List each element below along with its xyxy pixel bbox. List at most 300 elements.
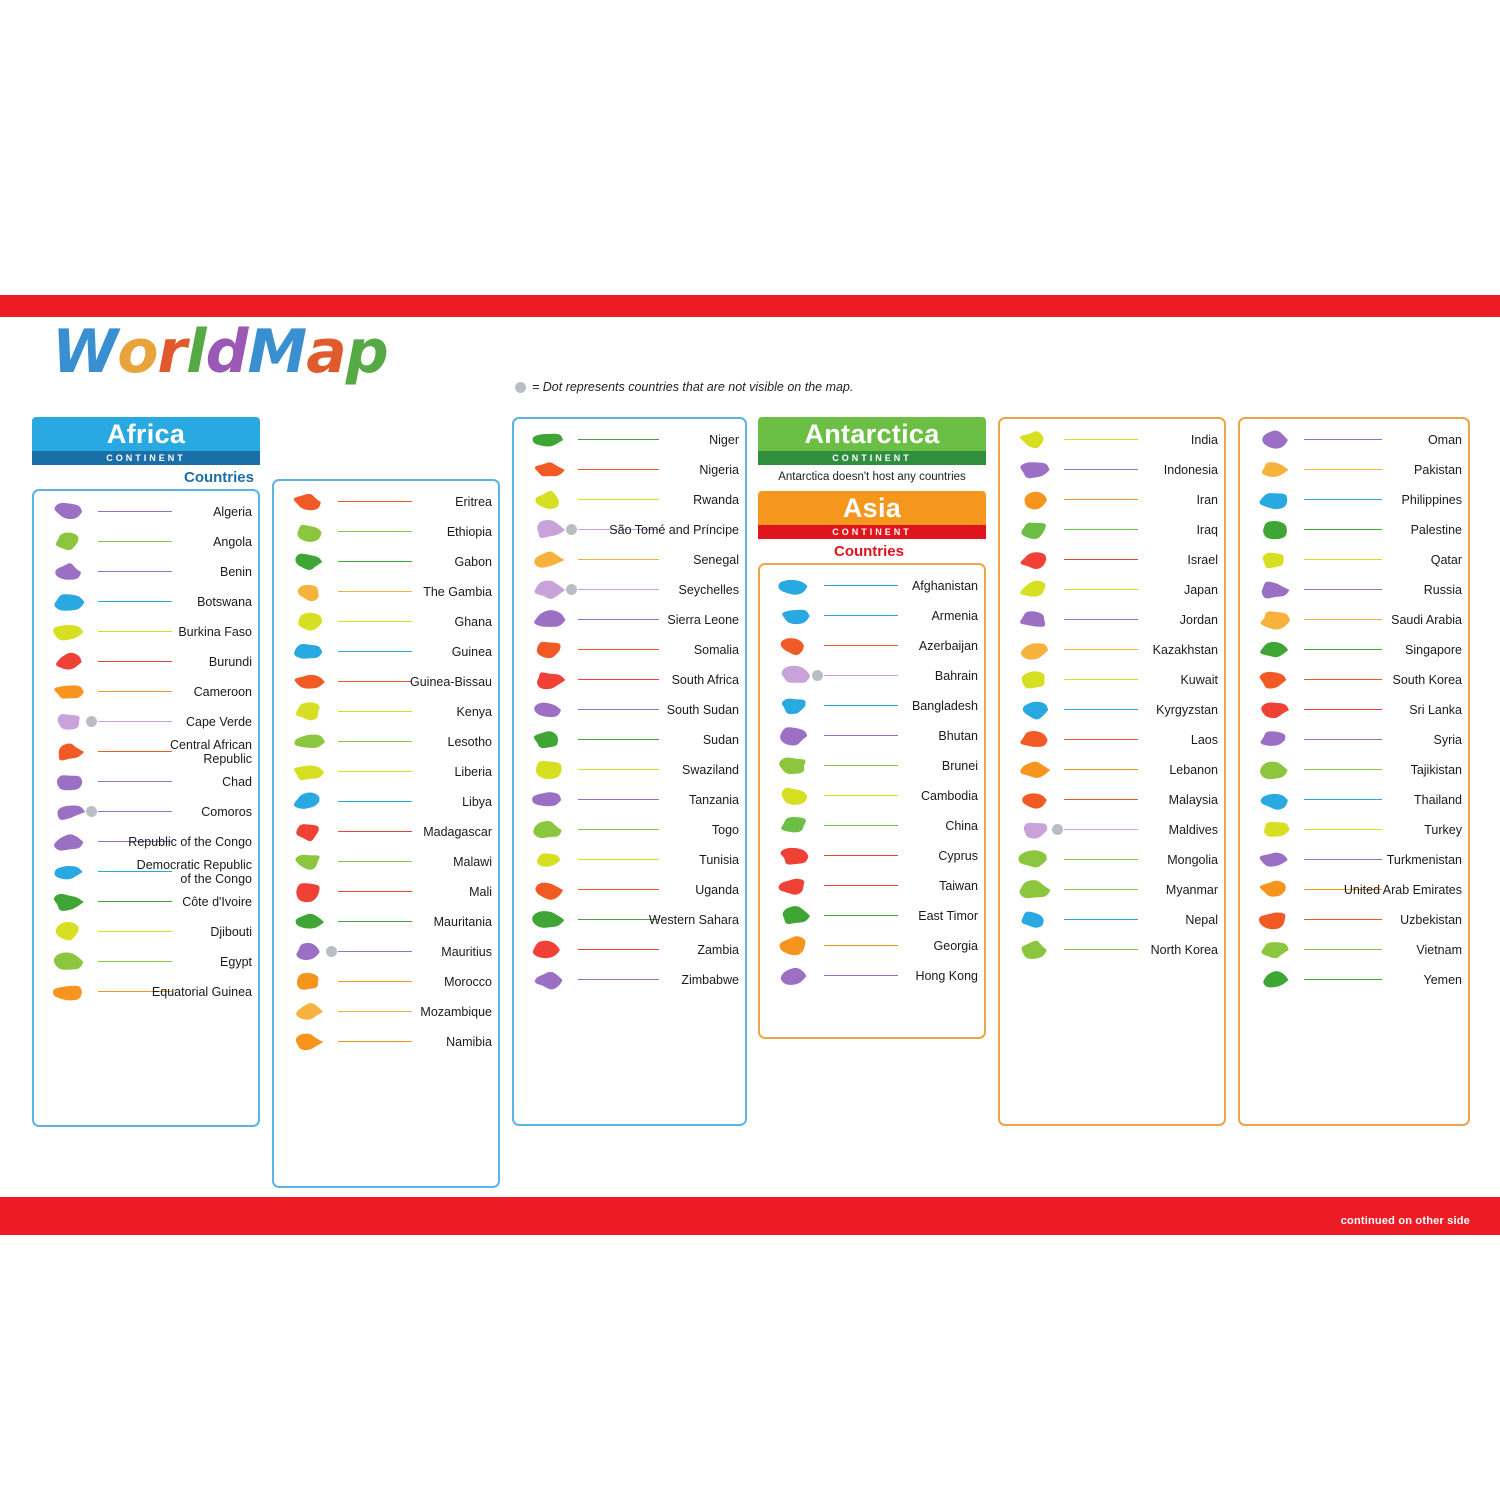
country-shape-icon (1006, 697, 1062, 723)
leader-line (338, 711, 412, 712)
africa-column-1 (32, 417, 260, 1127)
country-row[interactable] (34, 797, 258, 827)
country-shape-icon (280, 849, 336, 875)
antarctica-note: Antarctica doesn't host any countries (778, 471, 966, 483)
country-row[interactable] (760, 901, 984, 931)
leader-line (1064, 739, 1138, 740)
country-row[interactable] (1000, 455, 1224, 485)
country-row[interactable] (1240, 515, 1468, 545)
country-label: Iraq (1196, 523, 1218, 537)
leader-line (1064, 649, 1138, 650)
country-row[interactable] (1240, 425, 1468, 455)
country-label: Kenya (456, 705, 492, 719)
country-row[interactable] (514, 815, 745, 845)
country-label: Cyprus (938, 849, 978, 863)
country-shape-icon (280, 969, 336, 995)
country-label: Libya (462, 795, 492, 809)
asia-subtitle: CONTINENT (758, 525, 986, 539)
country-label: Ghana (454, 615, 492, 629)
country-label: Senegal (693, 553, 739, 567)
leader-line (338, 951, 412, 952)
leader-line (824, 735, 898, 736)
country-row[interactable] (760, 571, 984, 601)
country-label: Gabon (454, 555, 492, 569)
country-row[interactable] (514, 935, 745, 965)
country-row[interactable] (514, 455, 745, 485)
country-row[interactable] (1000, 725, 1224, 755)
africa-header (32, 417, 260, 465)
country-shape-icon (520, 607, 576, 633)
antarctica-header (758, 417, 986, 465)
country-row[interactable] (514, 695, 745, 725)
leader-line (1064, 799, 1138, 800)
country-label: Pakistan (1414, 463, 1462, 477)
country-row[interactable] (514, 605, 745, 635)
country-row[interactable] (274, 937, 498, 967)
country-shape-icon (280, 549, 336, 575)
asia-panel-1 (758, 563, 986, 1039)
leader-line (1064, 529, 1138, 530)
country-row[interactable] (1240, 485, 1468, 515)
leader-line (1304, 499, 1382, 500)
country-row[interactable] (274, 487, 498, 517)
country-label: North Korea (1150, 943, 1218, 957)
country-label: Namibia (446, 1035, 492, 1049)
leader-line (98, 811, 172, 812)
antarctica-asia-column (758, 417, 986, 1039)
leader-line (578, 979, 659, 980)
country-row[interactable] (514, 845, 745, 875)
leader-line (578, 949, 659, 950)
country-label: Equatorial Guinea (151, 985, 252, 999)
country-label: South Africa (671, 673, 739, 687)
country-shape-icon (1006, 487, 1062, 513)
country-row[interactable] (274, 757, 498, 787)
country-row[interactable] (1240, 965, 1468, 995)
country-row[interactable] (1000, 755, 1224, 785)
country-shape-icon (766, 783, 822, 809)
country-list (274, 481, 498, 1063)
not-visible-dot-icon (326, 946, 337, 957)
country-shape-icon (1006, 577, 1062, 603)
country-label: Benin (220, 565, 252, 579)
country-shape-icon (520, 457, 576, 483)
country-label: Sudan (702, 733, 739, 747)
country-label: Ethiopia (446, 525, 492, 539)
country-row[interactable] (1000, 875, 1224, 905)
country-shape-icon (40, 949, 96, 975)
top-red-bar (0, 295, 1500, 317)
country-row[interactable] (34, 677, 258, 707)
country-row[interactable] (274, 727, 498, 757)
asia-column-3 (1238, 417, 1470, 1126)
country-row[interactable] (1000, 905, 1224, 935)
country-row[interactable] (514, 485, 745, 515)
country-row[interactable] (1000, 635, 1224, 665)
country-row[interactable] (760, 871, 984, 901)
country-row[interactable] (760, 961, 984, 991)
not-visible-dot-icon (566, 524, 577, 535)
country-shape-icon (280, 789, 336, 815)
country-row[interactable] (514, 725, 745, 755)
country-label: Yemen (1423, 973, 1462, 987)
country-row[interactable] (1000, 785, 1224, 815)
country-row[interactable] (274, 607, 498, 637)
leader-line (338, 681, 412, 682)
country-shape-icon (40, 769, 96, 795)
country-row[interactable] (1240, 725, 1468, 755)
country-shape-icon (280, 759, 336, 785)
country-row[interactable] (1240, 545, 1468, 575)
country-row[interactable] (274, 697, 498, 727)
country-shape-icon (1006, 937, 1062, 963)
country-row[interactable] (274, 577, 498, 607)
leader-line (1304, 949, 1382, 950)
country-row[interactable] (34, 947, 258, 977)
country-shape-icon (1246, 427, 1302, 453)
country-label: Russia (1423, 583, 1462, 597)
africa-column-2 (272, 417, 500, 1188)
country-row[interactable] (760, 931, 984, 961)
leader-line (824, 915, 898, 916)
country-list (34, 491, 258, 1013)
antarctica-subtitle: CONTINENT (758, 451, 986, 465)
country-row[interactable] (34, 827, 258, 857)
leader-line (578, 769, 659, 770)
country-row[interactable] (34, 887, 258, 917)
continued-note: continued on other side (1340, 1215, 1470, 1227)
country-row[interactable] (34, 497, 258, 527)
country-label: United Arab Emirates (1343, 883, 1462, 897)
country-row[interactable] (760, 631, 984, 661)
country-row[interactable] (760, 721, 984, 751)
country-shape-icon (1006, 787, 1062, 813)
country-label: Guinea-Bissau (410, 675, 492, 689)
country-shape-icon (280, 729, 336, 755)
not-visible-dot-icon (812, 670, 823, 681)
leader-line (1304, 589, 1382, 590)
country-label: Palestine (1410, 523, 1462, 537)
title-letter: o (117, 317, 158, 387)
country-label: Burundi (208, 655, 252, 669)
country-label: Malawi (453, 855, 492, 869)
country-row[interactable] (1240, 455, 1468, 485)
country-shape-icon (1246, 457, 1302, 483)
country-shape-icon (1246, 847, 1302, 873)
country-shape-icon (40, 679, 96, 705)
country-shape-icon (520, 427, 576, 453)
country-shape-icon (1006, 547, 1062, 573)
leader-line (578, 499, 659, 500)
leader-line (824, 885, 898, 886)
leader-line (578, 469, 659, 470)
leader-line (1064, 949, 1138, 950)
country-row[interactable] (1240, 635, 1468, 665)
country-label: Laos (1190, 733, 1218, 747)
country-shape-icon (766, 723, 822, 749)
country-shape-icon (1246, 487, 1302, 513)
country-row[interactable] (1000, 815, 1224, 845)
country-row[interactable] (514, 575, 745, 605)
country-shape-icon (1246, 757, 1302, 783)
country-row[interactable] (34, 857, 258, 887)
country-shape-icon (40, 859, 96, 885)
leader-line (1064, 769, 1138, 770)
country-row[interactable] (274, 997, 498, 1027)
country-row[interactable] (1240, 875, 1468, 905)
asia-panel-2 (998, 417, 1226, 1126)
country-shape-icon (766, 843, 822, 869)
country-row[interactable] (1240, 755, 1468, 785)
leader-line (578, 829, 659, 830)
leader-line (1304, 709, 1382, 710)
country-row[interactable] (514, 545, 745, 575)
country-label: Niger (709, 433, 739, 447)
country-shape-icon (1246, 787, 1302, 813)
leader-line (98, 511, 172, 512)
country-row[interactable] (514, 665, 745, 695)
poster (0, 295, 1500, 1235)
leader-line (578, 919, 659, 920)
country-row[interactable] (274, 547, 498, 577)
title-letter: p (345, 317, 388, 387)
leader-line (338, 561, 412, 562)
leader-line (338, 921, 412, 922)
country-label: Liberia (454, 765, 492, 779)
country-label: Sierra Leone (667, 613, 739, 627)
country-label: Cameroon (193, 685, 252, 699)
country-shape-icon (766, 573, 822, 599)
leader-line (338, 1011, 412, 1012)
country-shape-icon (40, 649, 96, 675)
country-shape-icon (40, 919, 96, 945)
country-row[interactable] (1000, 485, 1224, 515)
country-row[interactable] (1240, 845, 1468, 875)
country-row[interactable] (1240, 695, 1468, 725)
country-shape-icon (766, 753, 822, 779)
leader-line (824, 975, 898, 976)
country-row[interactable] (1000, 935, 1224, 965)
asia-column-2 (998, 417, 1226, 1126)
country-shape-icon (520, 787, 576, 813)
leader-line (338, 981, 412, 982)
leader-line (578, 589, 659, 590)
country-row[interactable] (274, 787, 498, 817)
country-label: Brunei (941, 759, 978, 773)
country-list (1240, 419, 1468, 1001)
country-row[interactable] (274, 907, 498, 937)
country-row[interactable] (514, 635, 745, 665)
country-row[interactable] (514, 515, 745, 545)
country-row[interactable] (34, 587, 258, 617)
country-label: Rwanda (693, 493, 739, 507)
country-shape-icon (280, 519, 336, 545)
country-label: Saudi Arabia (1391, 613, 1462, 627)
country-label: Mauritania (433, 915, 492, 929)
country-row[interactable] (34, 767, 258, 797)
country-shape-icon (40, 979, 96, 1005)
country-row[interactable] (274, 877, 498, 907)
leader-line (1304, 649, 1382, 650)
country-row[interactable] (1240, 575, 1468, 605)
country-shape-icon (520, 637, 576, 663)
country-label: Morocco (444, 975, 492, 989)
country-row[interactable] (1000, 575, 1224, 605)
country-row[interactable] (1000, 515, 1224, 545)
country-label: Djibouti (210, 925, 252, 939)
country-label: Mali (469, 885, 492, 899)
country-label: Bhutan (938, 729, 978, 743)
country-row[interactable] (34, 707, 258, 737)
country-shape-icon (1246, 877, 1302, 903)
country-row[interactable] (34, 617, 258, 647)
country-row[interactable] (760, 691, 984, 721)
country-row[interactable] (760, 841, 984, 871)
leader-line (98, 781, 172, 782)
leader-line (1304, 739, 1382, 740)
country-shape-icon (1006, 877, 1062, 903)
leader-line (578, 889, 659, 890)
country-row[interactable] (274, 847, 498, 877)
country-row[interactable] (1240, 815, 1468, 845)
country-label: São Tomé and Príncipe (609, 523, 739, 537)
leader-line (338, 801, 412, 802)
leader-line (98, 661, 172, 662)
country-row[interactable] (1000, 545, 1224, 575)
country-row[interactable] (514, 785, 745, 815)
country-label: Oman (1427, 433, 1462, 447)
country-list (514, 419, 745, 1001)
page-title (52, 317, 512, 397)
country-shape-icon (1246, 547, 1302, 573)
country-shape-icon (40, 619, 96, 645)
leader-line (1304, 829, 1382, 830)
country-shape-icon (280, 669, 336, 695)
country-row[interactable] (1000, 695, 1224, 725)
country-row[interactable] (1240, 785, 1468, 815)
country-row[interactable] (274, 667, 498, 697)
country-shape-icon (1246, 577, 1302, 603)
africa-title: Africa (106, 419, 186, 449)
country-row[interactable] (514, 965, 745, 995)
leader-line (1304, 859, 1382, 860)
country-row[interactable] (274, 637, 498, 667)
country-shape-icon (1006, 727, 1062, 753)
country-shape-icon (1006, 517, 1062, 543)
africa-panel-3 (512, 417, 747, 1126)
country-row[interactable] (760, 781, 984, 811)
country-label: Angola (213, 535, 252, 549)
country-row[interactable] (760, 751, 984, 781)
country-list (1000, 419, 1224, 971)
country-label: Malaysia (1168, 793, 1218, 807)
country-row[interactable] (514, 905, 745, 935)
leader-line (338, 651, 412, 652)
country-shape-icon (1006, 907, 1062, 933)
country-label: China (945, 819, 978, 833)
country-shape-icon (1246, 907, 1302, 933)
country-row[interactable] (514, 755, 745, 785)
country-shape-icon (766, 963, 822, 989)
country-row[interactable] (1000, 665, 1224, 695)
country-shape-icon (766, 933, 822, 959)
country-row[interactable] (34, 527, 258, 557)
country-label: Guinea (451, 645, 492, 659)
country-row[interactable] (1000, 605, 1224, 635)
country-shape-icon (280, 819, 336, 845)
not-visible-dot-icon (86, 806, 97, 817)
country-row[interactable] (274, 817, 498, 847)
asia-countries-label: Countries (833, 543, 904, 560)
country-row[interactable] (274, 517, 498, 547)
country-label: Republic of the Congo (128, 835, 252, 849)
country-row[interactable] (1240, 665, 1468, 695)
leader-line (824, 645, 898, 646)
country-row[interactable] (1000, 425, 1224, 455)
country-row[interactable] (1000, 845, 1224, 875)
country-label: Egypt (220, 955, 252, 969)
country-shape-icon (520, 817, 576, 843)
leader-line (338, 861, 412, 862)
country-shape-icon (766, 903, 822, 929)
leader-line (98, 931, 172, 932)
country-row[interactable] (34, 917, 258, 947)
country-shape-icon (40, 499, 96, 525)
country-row[interactable] (34, 737, 258, 767)
country-row[interactable] (1240, 935, 1468, 965)
africa-countries-label: Countries (183, 469, 254, 486)
country-label: Botswana (197, 595, 252, 609)
leader-line (338, 531, 412, 532)
country-row[interactable] (1240, 605, 1468, 635)
leader-line (1064, 469, 1138, 470)
country-label: Kazakhstan (1152, 643, 1218, 657)
country-row[interactable] (760, 811, 984, 841)
africa-column-3 (512, 417, 747, 1126)
country-label: Taiwan (939, 879, 978, 893)
country-row[interactable] (1240, 905, 1468, 935)
leader-line (98, 541, 172, 542)
country-label: Japan (1183, 583, 1218, 597)
leader-line (1304, 529, 1382, 530)
country-label: Mozambique (420, 1005, 492, 1019)
country-shape-icon (40, 889, 96, 915)
country-label: South Korea (1392, 673, 1462, 687)
country-shape-icon (280, 879, 336, 905)
country-row[interactable] (514, 875, 745, 905)
country-label: Comoros (201, 805, 252, 819)
country-shape-icon (1006, 607, 1062, 633)
country-row[interactable] (274, 967, 498, 997)
country-row[interactable] (274, 1027, 498, 1057)
country-shape-icon (1006, 757, 1062, 783)
leader-line (1304, 979, 1382, 980)
leader-line (98, 721, 172, 722)
country-shape-icon (1006, 457, 1062, 483)
country-row[interactable] (34, 557, 258, 587)
leader-line (338, 1041, 412, 1042)
leader-line (824, 705, 898, 706)
country-row[interactable] (760, 661, 984, 691)
country-row[interactable] (514, 425, 745, 455)
country-shape-icon (520, 967, 576, 993)
leader-line (1064, 709, 1138, 710)
country-row[interactable] (34, 647, 258, 677)
country-row[interactable] (34, 977, 258, 1007)
country-row[interactable] (760, 601, 984, 631)
leader-line (824, 765, 898, 766)
country-shape-icon (1246, 697, 1302, 723)
